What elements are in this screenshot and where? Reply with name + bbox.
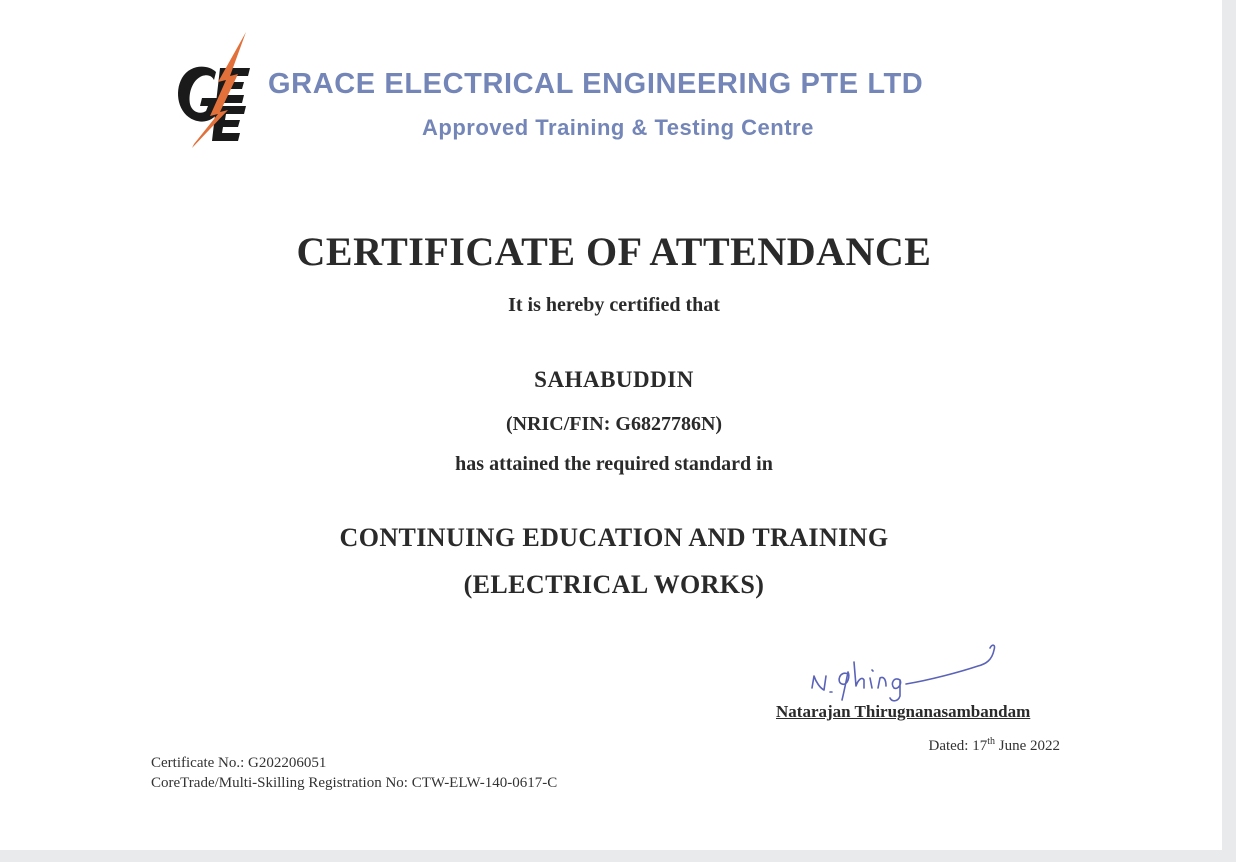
certificate-title: CERTIFICATE OF ATTENDANCE [296,229,932,274]
attained-text: has attained the required standard in [455,453,773,475]
certification-intro: It is hereby certified that [508,294,720,316]
registration-number: CoreTrade/Multi-Skilling Registration No: CTW-ELW-140-0617-C [151,775,558,791]
company-name: GRACE ELECTRICAL ENGINEERING PTE LTD [268,68,924,100]
certificate-number: Certificate No.: G202206051 [151,755,327,771]
recipient-id: (NRIC/FIN: G6827786N) [505,413,723,435]
gee-lightning-logo-icon [168,28,260,152]
course-title-line-1: CONTINUING EDUCATION AND TRAINING [339,523,889,552]
handwritten-signature [800,636,1010,706]
recipient-name: SAHABUDDIN [534,367,694,392]
company-tagline: Approved Training & Testing Centre [422,115,814,140]
course-title-line-2: (ELECTRICAL WORKS) [463,570,765,599]
issue-date: Dated: 17th June 2022 [928,736,1060,754]
signatory-name: Natarajan Thirugnanasambandam [776,702,1031,721]
